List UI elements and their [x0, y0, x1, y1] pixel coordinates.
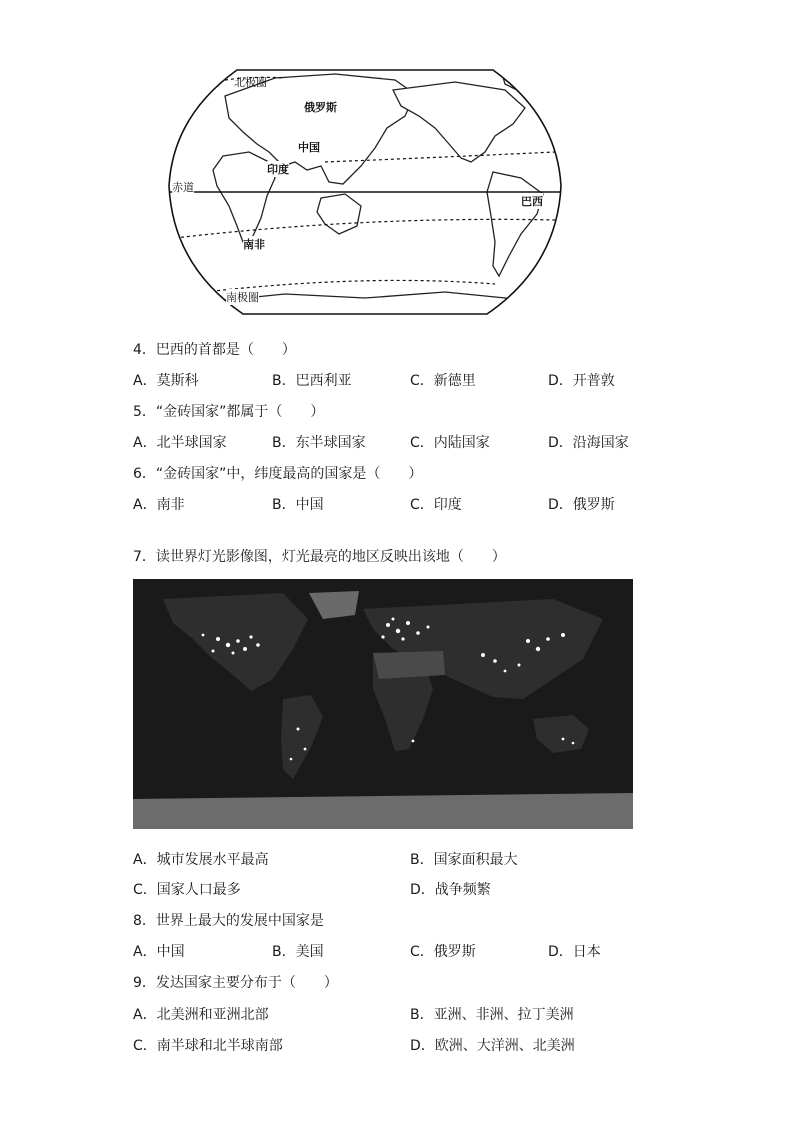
question-5-option-c[interactable]: C．内陆国家 — [410, 435, 490, 451]
question-8-option-d[interactable]: D．日本 — [548, 944, 601, 960]
question-4-option-a[interactable]: A．莫斯科 — [133, 373, 199, 389]
question-5-option-a[interactable]: A．北半球国家 — [133, 435, 227, 451]
question-4-option-d[interactable]: D．开普敦 — [548, 373, 615, 389]
question-4-option-b[interactable]: B．巴西利亚 — [272, 373, 352, 389]
map-label-arctic-circle: 北极圈 — [234, 76, 267, 89]
question-4-stem: 4．巴西的首都是（ ） — [133, 342, 296, 358]
question-9-option-a[interactable]: A．北美洲和亚洲北部 — [133, 1007, 269, 1023]
map-label-equator: 赤道 — [172, 181, 194, 194]
question-7-option-b[interactable]: B．国家面积最大 — [410, 852, 518, 868]
question-6-option-b[interactable]: B．中国 — [272, 497, 324, 513]
map-label-brazil: 巴西 — [521, 195, 543, 208]
question-7-option-d[interactable]: D．战争频繁 — [410, 882, 491, 898]
question-5-option-d[interactable]: D．沿海国家 — [548, 435, 629, 451]
question-8-option-a[interactable]: A．中国 — [133, 944, 185, 960]
question-6-option-a[interactable]: A．南非 — [133, 497, 185, 513]
question-7-option-a[interactable]: A．城市发展水平最高 — [133, 852, 269, 868]
question-7-option-c[interactable]: C．国家人口最多 — [133, 882, 241, 898]
map-label-india: 印度 — [267, 163, 289, 176]
question-4-option-c[interactable]: C．新德里 — [410, 373, 476, 389]
world-map-figure — [165, 66, 565, 318]
question-8-stem: 8．世界上最大的发展中国家是 — [133, 913, 324, 929]
question-7-stem: 7．读世界灯光影像图，灯光最亮的地区反映出该地（ ） — [133, 549, 506, 565]
question-6-option-d[interactable]: D．俄罗斯 — [548, 497, 615, 513]
question-9-option-c[interactable]: C．南半球和北半球南部 — [133, 1038, 283, 1054]
question-9-option-d[interactable]: D．欧洲、大洋洲、北美洲 — [410, 1038, 575, 1054]
map-label-china: 中国 — [298, 141, 320, 154]
map-label-russia: 俄罗斯 — [304, 101, 337, 114]
question-8-option-c[interactable]: C．俄罗斯 — [410, 944, 476, 960]
world-night-lights-image — [133, 579, 633, 829]
map-label-antarctic-circle: 南极圈 — [226, 291, 259, 304]
question-6-option-c[interactable]: C．印度 — [410, 497, 462, 513]
question-6-stem: 6．“金砖国家”中，纬度最高的国家是（ ） — [133, 466, 423, 482]
question-8-option-b[interactable]: B．美国 — [272, 944, 324, 960]
question-9-option-b[interactable]: B．亚洲、非洲、拉丁美洲 — [410, 1007, 574, 1023]
map-label-south-africa: 南非 — [243, 238, 265, 251]
question-5-option-b[interactable]: B．东半球国家 — [272, 435, 366, 451]
question-5-stem: 5．“金砖国家”都属于（ ） — [133, 404, 325, 420]
question-9-stem: 9．发达国家主要分布于（ ） — [133, 975, 338, 991]
